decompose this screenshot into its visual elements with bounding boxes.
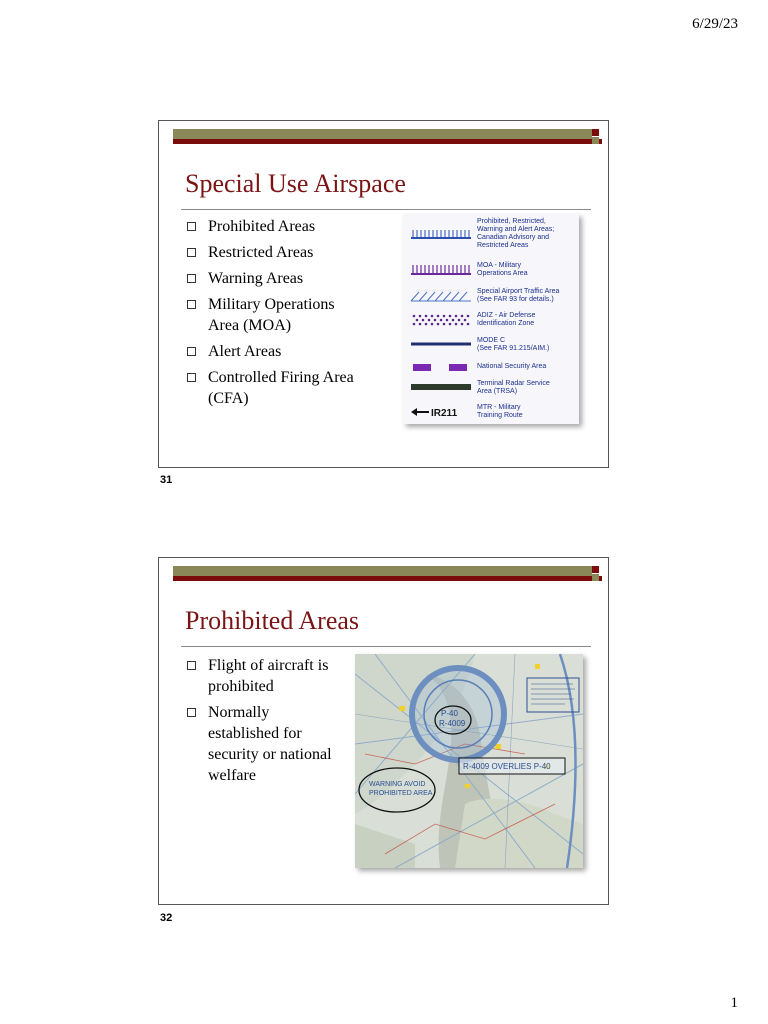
bullet-list	[185, 655, 332, 791]
bullet-item: Military Operations Area (MOA)	[185, 294, 354, 336]
airspace-legend	[403, 214, 579, 424]
legend-row	[403, 362, 579, 376]
slide-title: Special Use Airspace	[185, 169, 406, 198]
slide-31	[158, 120, 609, 468]
legend-label: MOA - Military Operations Area	[477, 262, 528, 277]
map-label-overlies: R-4009 OVERLIES P-40	[463, 762, 551, 771]
slide-number: 32	[160, 912, 173, 924]
map-label-warning: WARNING AVOID	[369, 781, 426, 788]
bullet-item: Normally established for security or national welfare	[185, 702, 332, 786]
header-bar-olive	[173, 129, 592, 139]
dark-band-icon	[409, 382, 473, 392]
sectional-chart-map	[355, 654, 583, 868]
corner-square	[592, 129, 599, 136]
corner-square	[592, 566, 599, 573]
legend-row	[403, 262, 579, 282]
bullet-item: Prohibited Areas	[185, 216, 354, 237]
legend-row	[403, 288, 579, 308]
corner-square	[592, 137, 599, 144]
header-bar-maroon	[173, 139, 602, 144]
legend-label: MODE C (See FAR 91.215/AIM.)	[477, 337, 550, 352]
route-label: IR211	[431, 408, 458, 418]
map-graphic	[355, 654, 583, 868]
title-rule	[181, 209, 591, 210]
blue-hatched-line-icon	[409, 228, 473, 240]
legend-row	[403, 337, 579, 357]
legend-label: Special Airport Traffic Area (See FAR 93 for details.)	[477, 288, 560, 303]
legend-row	[403, 218, 579, 254]
dashed-purple-band-icon	[409, 362, 473, 372]
corner-square	[592, 574, 599, 581]
bullet-list	[185, 216, 354, 414]
legend-row	[403, 404, 579, 424]
page-number: 1	[730, 995, 738, 1011]
bullet-item: Controlled Firing Area (CFA)	[185, 367, 354, 409]
arrow-route-icon	[409, 406, 473, 418]
dotted-band-icon	[409, 313, 473, 327]
legend-label: Prohibited, Restricted, Warning and Alert Areas; Canadian Advisory and Restricted Areas	[477, 218, 555, 249]
bullet-item: Flight of aircraft is prohibited	[185, 655, 332, 697]
legend-label: National Security Area	[477, 363, 547, 370]
legend-label: MTR - Military Training Route	[477, 404, 523, 419]
title-rule	[181, 646, 591, 647]
legend-label: ADIZ - Air Defense Identification Zone	[477, 312, 536, 327]
bullet-item: Warning Areas	[185, 268, 354, 289]
diagonal-hatch-icon	[409, 290, 473, 302]
slide-32	[158, 557, 609, 905]
header-bar-maroon	[173, 576, 602, 581]
legend-row	[403, 380, 579, 400]
bullet-item: Alert Areas	[185, 341, 354, 362]
purple-hatched-line-icon	[409, 264, 473, 276]
bullet-item: Restricted Areas	[185, 242, 354, 263]
map-label-prohibited: PROHIBITED AREA	[369, 790, 433, 797]
header-bar-olive	[173, 566, 592, 576]
map-label-p40: P-40	[441, 709, 458, 718]
solid-line-icon	[409, 339, 473, 349]
map-label-r4009: R-4009	[439, 719, 466, 728]
page-date: 6/29/23	[692, 16, 738, 32]
slide-title: Prohibited Areas	[185, 606, 360, 635]
slide-number: 31	[160, 474, 173, 486]
legend-row	[403, 312, 579, 332]
legend-label: Terminal Radar Service Area (TRSA)	[477, 380, 550, 395]
